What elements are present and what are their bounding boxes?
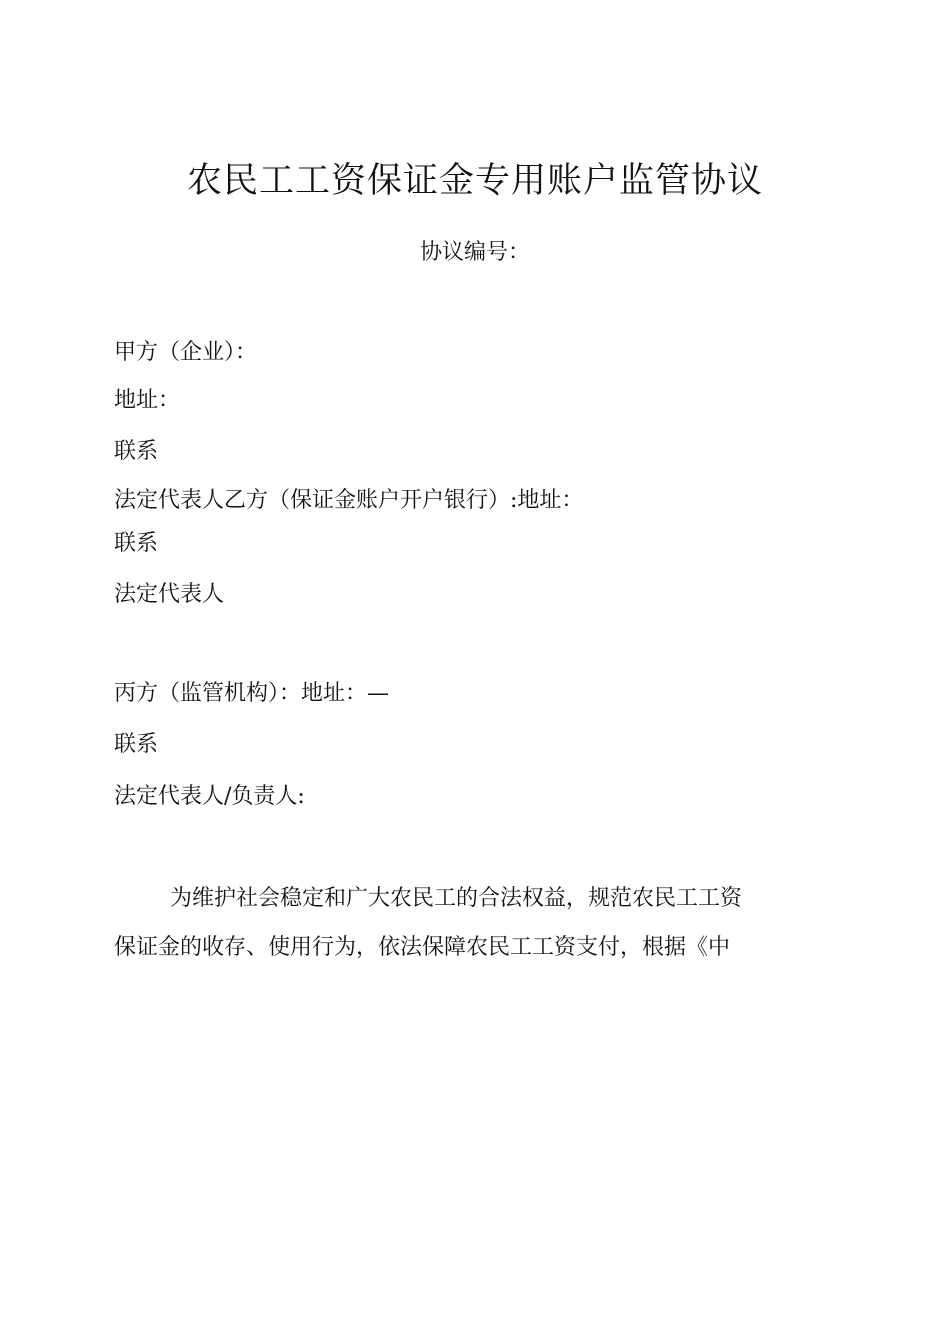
- document-title: 农民工工资保证金专用账户监管协议: [186, 161, 763, 201]
- party-a-legal-rep-party-b: 法定代表人乙方（保证金账户开户银行）:地址：: [114, 488, 584, 513]
- body-paragraph-line-2: 保证金的收存、使用行为，依法保障农民工工资支付，根据《中: [114, 935, 731, 960]
- party-c-label-address: 丙方（监管机构）：地址：—: [114, 681, 390, 706]
- party-a-contact: 联系: [114, 439, 159, 464]
- party-c-contact: 联系: [114, 732, 159, 757]
- party-a-address: 地址：: [114, 388, 181, 413]
- party-b-contact: 联系: [114, 531, 159, 556]
- party-a-label: 甲方（企业）：: [114, 340, 258, 365]
- body-paragraph-line-1: 为维护社会稳定和广大农民工的合法权益，规范农民工工资: [170, 886, 743, 911]
- party-c-legal-rep: 法定代表人/负责人:: [114, 784, 305, 809]
- agreement-number: 协议编号：: [419, 240, 530, 265]
- party-b-legal-rep: 法定代表人: [114, 582, 225, 607]
